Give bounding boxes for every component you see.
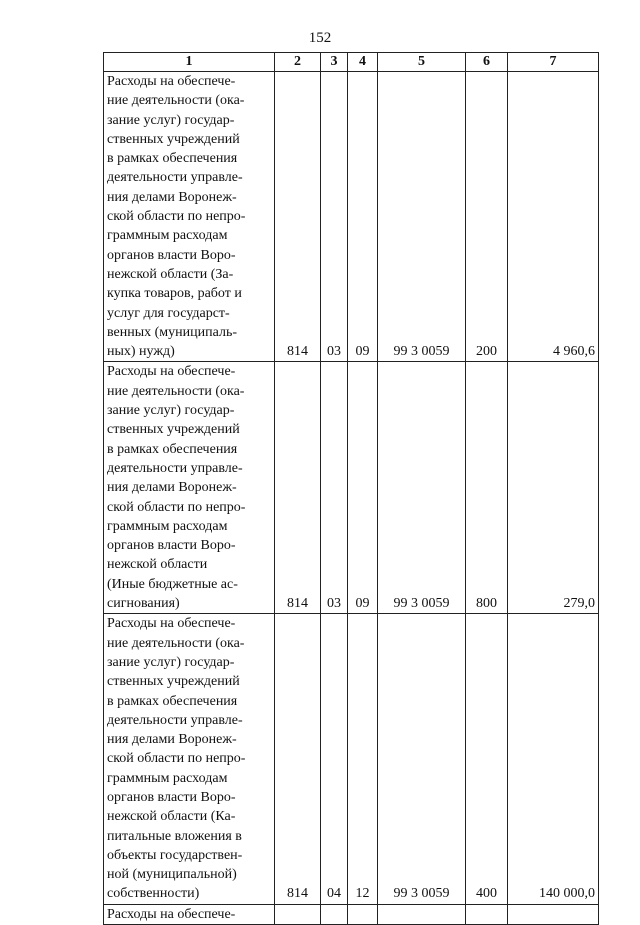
- header-col-6: 6: [466, 53, 508, 72]
- description-line: граммным расходам: [107, 518, 228, 534]
- budget-table: [103, 52, 599, 925]
- table-row: [104, 362, 599, 614]
- cell-subsection: 12: [348, 614, 378, 904]
- cell-description: [104, 614, 275, 904]
- description-line: в рамках обеспечения: [107, 441, 238, 457]
- cell-expense-type: [466, 904, 508, 924]
- cell-section: 03: [321, 362, 348, 614]
- description-line: ской области по непро-: [107, 209, 246, 225]
- cell-amount: 4 960,6: [508, 72, 599, 362]
- description-line: ния делами Воронеж-: [107, 189, 237, 205]
- description-line: Расходы на обеспече-: [107, 616, 236, 632]
- description-line: ние деятельности (ока-: [107, 93, 245, 109]
- description-line: ние деятельности (ока-: [107, 635, 245, 651]
- cell-expense-type: 400: [466, 614, 508, 904]
- header-row: [104, 53, 599, 72]
- description-line: ной (муниципальной): [107, 867, 237, 883]
- description-line: деятельности управле-: [107, 712, 243, 728]
- header-col-7: 7: [508, 53, 599, 72]
- description-line: Расходы на обеспече-: [107, 74, 236, 89]
- cell-ministry-code: 814: [275, 614, 321, 904]
- description-line: ния делами Воронеж-: [107, 480, 237, 496]
- table-row: [104, 72, 599, 362]
- description-line: ственных учреждений: [107, 131, 240, 147]
- header-col-1: 1: [104, 53, 275, 72]
- description-line: ской области по непро-: [107, 499, 246, 515]
- description-line: органов власти Воро-: [107, 538, 236, 554]
- description-line: питальные вложения в: [107, 828, 242, 844]
- cell-section: [321, 904, 348, 924]
- description-line: ственных учреждений: [107, 422, 240, 438]
- description-line: нежской области (Ка-: [107, 809, 236, 825]
- description-line: купка товаров, работ и: [107, 286, 242, 302]
- description-line: зание услуг) государ-: [107, 112, 235, 128]
- cell-target-article: [378, 904, 466, 924]
- description-line: сигнования): [107, 596, 180, 612]
- description-line: в рамках обеспечения: [107, 693, 238, 709]
- description-line: ния делами Воронеж-: [107, 732, 237, 748]
- header-col-2: 2: [275, 53, 321, 72]
- cell-target-article: 99 3 0059: [378, 362, 466, 614]
- description-line: ных) нужд): [107, 344, 175, 360]
- description-line: ской области по непро-: [107, 751, 246, 767]
- description-line: органов власти Воро-: [107, 789, 236, 805]
- description-line: деятельности управле-: [107, 460, 243, 476]
- page-number: 152: [308, 30, 332, 46]
- table-body: [104, 72, 599, 925]
- description-line: (Иные бюджетные ас-: [107, 576, 238, 592]
- description-line: ние деятельности (ока-: [107, 383, 245, 399]
- cell-target-article: 99 3 0059: [378, 614, 466, 904]
- description-line: Расходы на обеспече-: [107, 906, 236, 922]
- header-col-3: 3: [321, 53, 348, 72]
- description-line: собственности): [107, 886, 200, 902]
- cell-amount: 279,0: [508, 362, 599, 614]
- cell-expense-type: 800: [466, 362, 508, 614]
- cell-target-article: 99 3 0059: [378, 72, 466, 362]
- header-col-4: 4: [348, 53, 378, 72]
- description-line: в рамках обеспечения: [107, 151, 238, 167]
- header-col-5: 5: [378, 53, 466, 72]
- description-line: зание услуг) государ-: [107, 403, 235, 419]
- description-line: нежской области: [107, 557, 208, 573]
- description-line: ственных учреждений: [107, 674, 240, 690]
- cell-amount: [508, 904, 599, 924]
- description-line: объекты государствен-: [107, 847, 243, 863]
- cell-subsection: [348, 904, 378, 924]
- cell-ministry-code: 814: [275, 362, 321, 614]
- description-line: деятельности управле-: [107, 170, 243, 186]
- description-line: нежской области (За-: [107, 266, 234, 282]
- cell-description: [104, 362, 275, 614]
- cell-subsection: 09: [348, 362, 378, 614]
- cell-section: 03: [321, 72, 348, 362]
- description-line: граммным расходам: [107, 770, 228, 786]
- description-line: зание услуг) государ-: [107, 654, 235, 670]
- cell-expense-type: 200: [466, 72, 508, 362]
- description-line: граммным расходам: [107, 228, 228, 244]
- description-line: венных (муниципаль-: [107, 324, 237, 340]
- cell-description: [104, 904, 275, 924]
- description-line: Расходы на обеспече-: [107, 364, 236, 380]
- cell-section: 04: [321, 614, 348, 904]
- description-line: органов власти Воро-: [107, 247, 236, 263]
- cell-ministry-code: 814: [275, 72, 321, 362]
- cell-subsection: 09: [348, 72, 378, 362]
- cell-amount: 140 000,0: [508, 614, 599, 904]
- description-line: услуг для государст-: [107, 305, 230, 321]
- cell-ministry-code: [275, 904, 321, 924]
- cell-description: [104, 72, 275, 362]
- table-row: [104, 904, 599, 924]
- table-row: [104, 614, 599, 904]
